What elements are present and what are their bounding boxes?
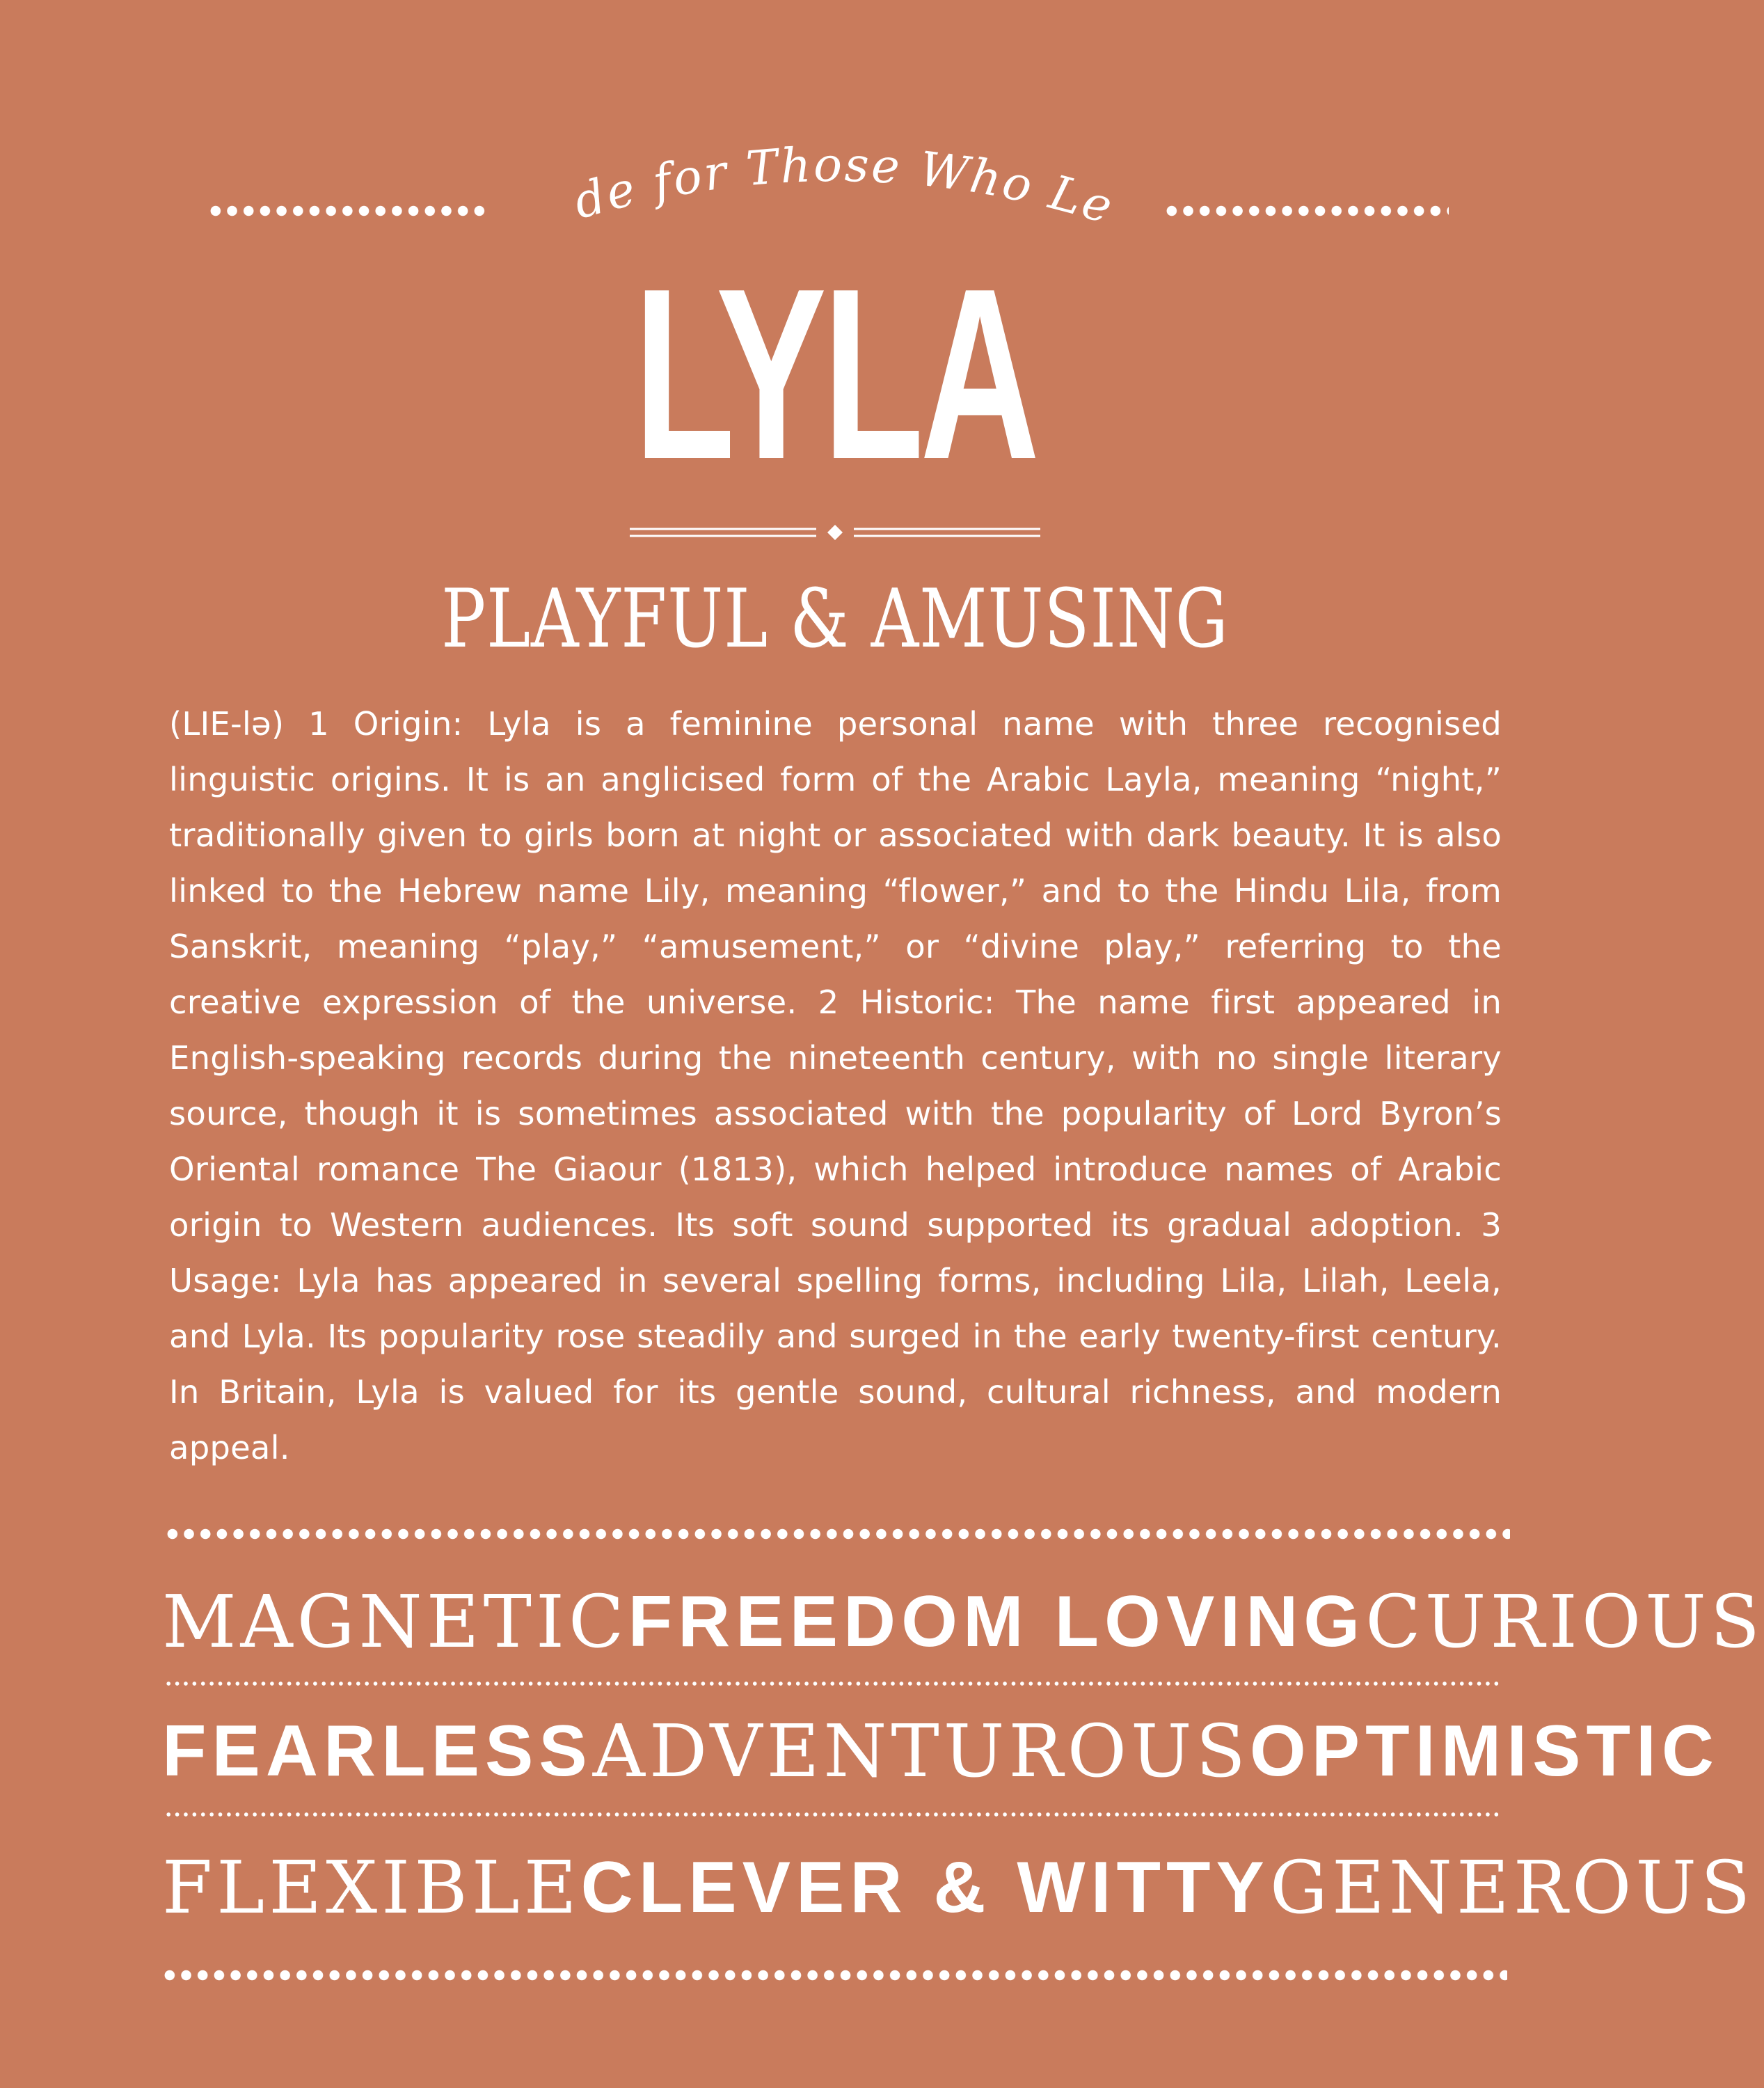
top-left-dotted-rule bbox=[207, 205, 491, 216]
trait-clever-and-witty: CLEVER & WITTY bbox=[580, 1847, 1270, 1928]
traits-divider-1 bbox=[164, 1682, 1502, 1686]
trait-adventurous: ADVENTUROUS bbox=[592, 1709, 1250, 1794]
trait-freedom-loving: FREEDOM LOVING bbox=[628, 1581, 1366, 1662]
tagline bbox=[523, 75, 1120, 235]
tagline-text: Made for Those Who Lead bbox=[524, 75, 1121, 236]
trait-optimistic: OPTIMISTIC bbox=[1249, 1711, 1720, 1792]
traits-row-2 bbox=[162, 1709, 1720, 1794]
top-right-dotted-rule bbox=[1163, 205, 1449, 216]
meaning-subtitle bbox=[0, 571, 1670, 668]
traits-bottom-dotted-rule bbox=[161, 1970, 1507, 1981]
ornament-divider bbox=[630, 521, 1040, 544]
name-title-text: LYLA bbox=[634, 238, 1036, 510]
meaning-subtitle-text: PLAYFUL & AMUSING bbox=[441, 572, 1229, 666]
trait-generous: GENEROUS bbox=[1269, 1845, 1755, 1930]
traits-row-1 bbox=[162, 1579, 1764, 1664]
trait-curious: CURIOUS bbox=[1365, 1579, 1764, 1664]
description-paragraph: (LIE-lə) 1 Origin: Lyla is a feminine personal name with three recognised linguistic origins. It is an anglicised form of the Arabic Layla, meaning “night,” traditionally given to girls born at night or associated with dark beauty. It is also linked to the Hebrew name Lily, meaning “flower,” and to the Hindu Lila, from Sanskrit, meaning “play,” “amusement,” or “divine play,” referring to the creative expression of the universe. 2 Historic: The name first appeared in English-speaking records during the nineteenth century, with no single literary source, though it is sometimes associated with the popularity of Lord Byron’s Oriental romance The Giaour (1813), which helped introduce names of Arabic origin to Western audiences. Its soft sound supported its gradual adoption. 3 Usage: Lyla has appeared in several spelling forms, including Lila, Lilah, Leela, and Lyla. Its popularity rose steadily and surged in the early twenty-first century. In Britain, Lyla is valued for its gentle sound, cultural richness, and modern appeal. bbox=[169, 705, 1502, 1466]
traits-row-3 bbox=[162, 1845, 1755, 1930]
trait-magnetic: MAGNETIC bbox=[162, 1579, 628, 1664]
traits-divider-2 bbox=[164, 1812, 1502, 1817]
trait-fearless: FEARLESS bbox=[162, 1711, 593, 1792]
traits-top-dotted-rule bbox=[164, 1528, 1510, 1540]
tagline-arc bbox=[524, 75, 1121, 237]
name-title bbox=[0, 238, 1670, 510]
trait-flexible: FLEXIBLE bbox=[162, 1845, 581, 1930]
diamond-icon bbox=[827, 525, 843, 540]
